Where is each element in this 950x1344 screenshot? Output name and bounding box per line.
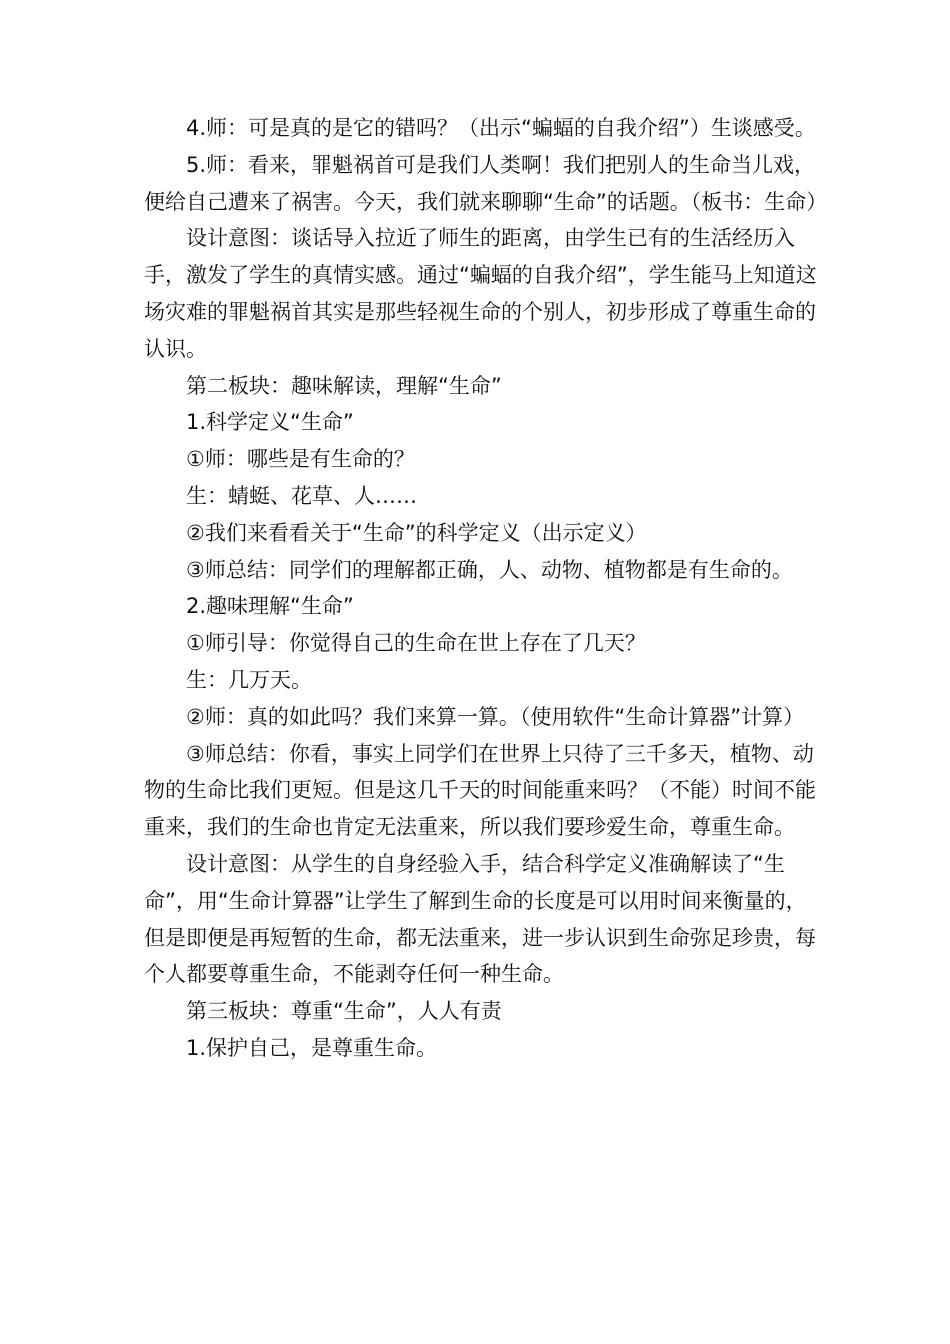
paragraph: ②我们来看看关于“生命”的科学定义（出示定义） — [186, 520, 647, 545]
paragraph: 5.师：看来，罪魁祸首可是我们人类啊！我们把别人的生命当儿戏，便给自己遭来了祸害。今天，我们就来聊聊“生命”的话题。（板书：生命） — [144, 152, 828, 214]
paragraph: ③师总结：你看，事实上同学们在世界上只待了三千多天，植物、动物的生命比我们更短。但是这几千天的时间能重来吗？（不能）时间不能重来，我们的生命也肯定无法重来，所以我们要珍爱生命，尊重生命。 — [144, 741, 816, 840]
paragraph: 设计意图：从学生的自身经验入手，结合科学定义准确解读了“生命”，用“生命计算器”让学生了解到生命的长度是可以用时间来衡量的，但是即便是再短暂的生命，都无法重来，进一步认识到生命弥足珍贵，每个人都要尊重生命，不能剥夺任何一种生命。 — [144, 851, 816, 987]
paragraph: 4.师：可是真的是它的错吗？（出示“蝙蝠的自我介绍”）生谈感受。 — [186, 116, 816, 140]
document-body — [144, 110, 828, 1067]
paragraph: ②师：真的如此吗？我们来算一算。（使用软件“生命计算器”计算） — [186, 704, 805, 729]
paragraph: ③师总结：同学们的理解都正确，人、动物、植物都是有生命的。 — [186, 557, 793, 582]
paragraph: ①师：哪些是有生命的？ — [186, 447, 415, 472]
subsection-heading: 1.科学定义“生命” — [186, 410, 354, 435]
paragraph: 设计意图：谈话导入拉近了师生的距离，由学生已有的生活经历入手，激发了学生的真情实感。通过“蝙蝠的自我介绍”，学生能马上知道这场灾难的罪魁祸首其实是那些轻视生命的个别人，初步形成了尊重生命的认识。 — [144, 226, 817, 361]
subsection-heading: 1.保护自己，是尊重生命。 — [186, 1035, 438, 1060]
paragraph: ①师引导：你觉得自己的生命在世上存在了几天？ — [186, 631, 646, 656]
section-heading: 第三板块：尊重“生命”，人人有责 — [186, 999, 502, 1024]
section-heading: 第二板块：趣味解读，理解“生命” — [186, 373, 502, 398]
subsection-heading: 2.趣味理解“生命” — [186, 594, 354, 619]
paragraph: 生：几万天。 — [186, 667, 312, 692]
paragraph: 生：蜻蜓、花草、人…… — [186, 483, 417, 508]
